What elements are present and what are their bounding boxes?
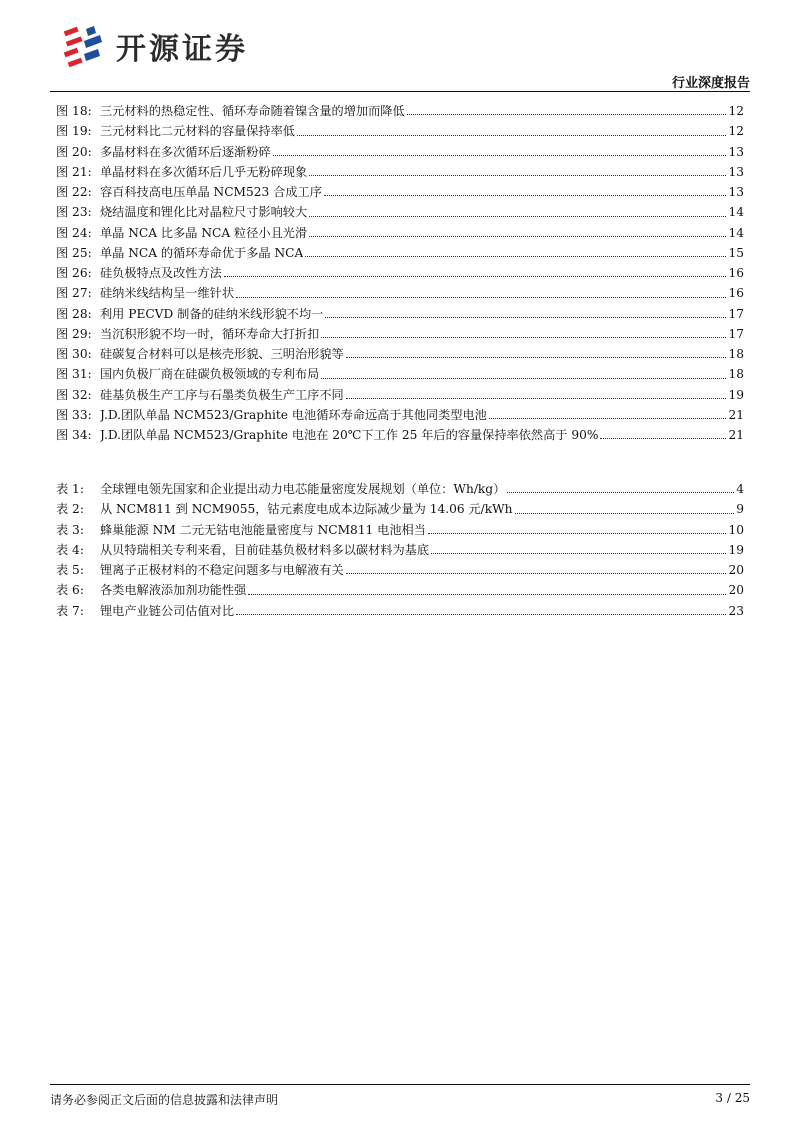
dot-leader <box>236 296 726 298</box>
dot-leader <box>321 336 726 338</box>
dot-leader <box>224 275 727 277</box>
dot-leader <box>321 377 726 379</box>
entry-page-number[interactable]: 17 <box>728 306 744 321</box>
entry-title[interactable]: 单晶 NCA 的循环寿命优于多晶 NCA <box>100 245 304 260</box>
dot-leader <box>273 154 727 156</box>
entry-title[interactable]: 从 NCM811 到 NCM9055，钴元素度电成本边际减少量为 14.06 元/kWh <box>100 502 513 517</box>
entry-page-number[interactable]: 14 <box>728 205 744 220</box>
entry-title[interactable]: 容百科技高电压单晶 NCM523 合成工序 <box>100 185 322 199</box>
entry-page-number[interactable]: 13 <box>728 164 744 179</box>
entry-title[interactable]: 三元材料比二元材料的容量保持率低 <box>100 124 295 139</box>
entry-number: 图 26: <box>56 266 92 280</box>
entry-title[interactable]: 各类电解液添加剂功能性强 <box>100 583 247 598</box>
figure-entry[interactable] <box>56 223 744 243</box>
dot-leader <box>431 552 726 554</box>
entry-title[interactable]: 蜂巢能源 NM 二元无钴电池能量密度与 NCM811 电池相当 <box>100 522 426 537</box>
table-entry[interactable] <box>56 560 744 580</box>
entry-page-number[interactable]: 20 <box>728 563 744 577</box>
entry-number: 图 25: <box>56 245 92 260</box>
figure-entry[interactable] <box>56 344 744 364</box>
entry-page-number[interactable]: 14 <box>728 225 744 240</box>
entry-number: 表 2: <box>56 502 84 517</box>
figure-entry[interactable] <box>56 202 744 222</box>
entry-number: 图 19: <box>56 124 92 139</box>
dot-leader <box>325 316 726 318</box>
entry-number: 表 1: <box>56 482 84 496</box>
figure-entry[interactable] <box>56 162 744 182</box>
figure-entry[interactable] <box>56 182 744 202</box>
entry-number: 图 27: <box>56 286 92 301</box>
entry-page-number[interactable]: 13 <box>728 185 744 199</box>
table-entry[interactable] <box>56 580 744 600</box>
entry-page-number[interactable]: 21 <box>728 428 744 442</box>
entry-title[interactable]: 三元材料的热稳定性、循环寿命随着镍含量的增加而降低 <box>100 104 405 118</box>
entry-title[interactable]: 锂离子正极材料的不稳定问题多与电解液有关 <box>100 563 344 577</box>
dot-leader <box>515 512 735 514</box>
entry-page-number[interactable]: 18 <box>728 347 744 361</box>
entry-page-number[interactable]: 23 <box>728 603 744 618</box>
figure-entry[interactable] <box>56 385 744 405</box>
entry-page-number[interactable]: 16 <box>728 286 744 301</box>
entry-title[interactable]: 硅碳复合材料可以是核壳形貌、三明治形貌等 <box>100 347 344 361</box>
dot-leader <box>489 417 727 419</box>
entry-number: 表 4: <box>56 542 84 557</box>
entry-page-number[interactable]: 21 <box>728 407 744 422</box>
entry-page-number[interactable]: 13 <box>728 144 744 159</box>
entry-page-number[interactable]: 15 <box>728 245 744 260</box>
entry-page-number[interactable]: 19 <box>728 387 744 402</box>
entry-title[interactable]: 烧结温度和锂化比对晶粒尺寸影响较大 <box>100 205 308 220</box>
entry-page-number[interactable]: 18 <box>728 367 744 382</box>
dot-leader <box>248 593 726 595</box>
footer-divider <box>50 1084 750 1085</box>
dot-leader <box>507 491 734 493</box>
dot-leader <box>309 235 726 237</box>
dot-leader <box>346 356 727 358</box>
figure-entry[interactable] <box>56 101 744 121</box>
entry-page-number[interactable]: 12 <box>728 104 744 118</box>
figure-entry[interactable] <box>56 142 744 162</box>
entry-title[interactable]: 当沉积形貌不均一时，循环寿命大打折扣 <box>100 326 320 341</box>
entry-number: 表 5: <box>56 563 84 577</box>
table-entry[interactable] <box>56 520 744 540</box>
entry-number: 表 6: <box>56 583 84 598</box>
entry-title[interactable]: 硅纳米线结构呈一维针状 <box>100 286 235 301</box>
table-entry[interactable] <box>56 601 744 621</box>
figure-entry[interactable] <box>56 425 744 445</box>
entry-number: 表 3: <box>56 522 84 537</box>
dot-leader <box>236 613 726 615</box>
dot-leader <box>428 532 727 534</box>
entry-number: 图 20: <box>56 144 92 159</box>
entry-page-number[interactable]: 12 <box>728 124 744 139</box>
figure-entry[interactable] <box>56 364 744 384</box>
entry-title[interactable]: 锂电产业链公司估值对比 <box>100 603 235 618</box>
figure-entry[interactable] <box>56 304 744 324</box>
entry-number: 图 18: <box>56 104 92 118</box>
entry-number: 图 31: <box>56 367 92 382</box>
entry-number: 图 22: <box>56 185 92 199</box>
entry-title[interactable]: 利用 PECVD 制备的硅纳米线形貌不均一 <box>100 306 324 321</box>
table-entry[interactable] <box>56 540 744 560</box>
entry-title[interactable]: 国内负极厂商在硅碳负极领域的专利布局 <box>100 367 320 382</box>
entry-title[interactable]: 硅负极特点及改性方法 <box>100 266 222 280</box>
brand-logo-icon <box>62 23 106 69</box>
report-type: 行业深度报告 <box>671 76 750 91</box>
dot-leader <box>309 174 726 176</box>
entry-title[interactable]: 硅基负极生产工序与石墨类负极生产工序不同 <box>100 387 344 402</box>
entry-page-number[interactable]: 19 <box>728 542 744 557</box>
entry-page-number[interactable]: 17 <box>728 326 744 341</box>
entry-number: 图 33: <box>56 407 92 422</box>
dot-leader <box>346 572 727 574</box>
entry-number: 图 23: <box>56 205 92 220</box>
dot-leader <box>407 113 727 115</box>
entry-number: 图 24: <box>56 225 92 240</box>
figure-entry[interactable] <box>56 283 744 303</box>
figure-entry[interactable] <box>56 243 744 263</box>
entry-title[interactable]: 单晶 NCA 比多晶 NCA 粒径小且光滑 <box>100 225 308 240</box>
dot-leader <box>346 397 727 399</box>
entry-number: 图 21: <box>56 164 92 179</box>
entry-number: 图 32: <box>56 387 92 402</box>
entry-page-number[interactable]: 4 <box>736 482 744 496</box>
entry-title[interactable]: 全球锂电领先国家和企业提出动力电芯能量密度发展规划（单位：Wh/kg） <box>100 482 506 496</box>
figure-entry[interactable] <box>56 405 744 425</box>
dot-leader <box>324 194 727 196</box>
entry-page-number[interactable]: 9 <box>736 502 744 517</box>
figure-index <box>56 101 744 445</box>
entry-page-number[interactable]: 16 <box>728 266 744 280</box>
table-entry[interactable] <box>56 499 744 519</box>
figure-entry[interactable] <box>56 324 744 344</box>
figure-entry[interactable] <box>56 263 744 283</box>
entry-title[interactable]: 单晶材料在多次循环后几乎无粉碎现象 <box>100 164 308 179</box>
table-index <box>56 479 744 621</box>
dot-leader <box>600 437 726 439</box>
entry-number: 图 34: <box>56 428 92 442</box>
table-entry[interactable] <box>56 479 744 499</box>
entry-number: 表 7: <box>56 603 84 618</box>
entry-title[interactable]: 多晶材料在多次循环后逐渐粉碎 <box>100 144 271 159</box>
dot-leader <box>309 215 726 217</box>
entry-title[interactable]: J.D.团队单晶 NCM523/Graphite 电池在 20℃下工作 25 年后的容量保持率依然高于 90% <box>100 428 599 442</box>
brand-name: 开源证券 <box>116 32 248 67</box>
dot-leader <box>305 255 726 257</box>
entry-number: 图 30: <box>56 347 92 361</box>
page-indicator: 3 / 25 <box>715 1091 750 1105</box>
footer-disclaimer: 请务必参阅正文后面的信息披露和法律声明 <box>50 1093 279 1107</box>
entry-title[interactable]: 从贝特瑞相关专利来看，目前硅基负极材料多以碳材料为基底 <box>100 542 430 557</box>
dot-leader <box>297 134 726 136</box>
entry-page-number[interactable]: 20 <box>728 583 744 598</box>
entry-number: 图 28: <box>56 306 92 321</box>
entry-title[interactable]: J.D.团队单晶 NCM523/Graphite 电池循环寿命远高于其他同类型电池 <box>100 407 487 422</box>
brand-logo <box>62 22 248 70</box>
figure-entry[interactable] <box>56 121 744 141</box>
entry-number: 图 29: <box>56 326 92 341</box>
entry-page-number[interactable]: 10 <box>728 522 744 537</box>
header-divider <box>50 91 750 92</box>
